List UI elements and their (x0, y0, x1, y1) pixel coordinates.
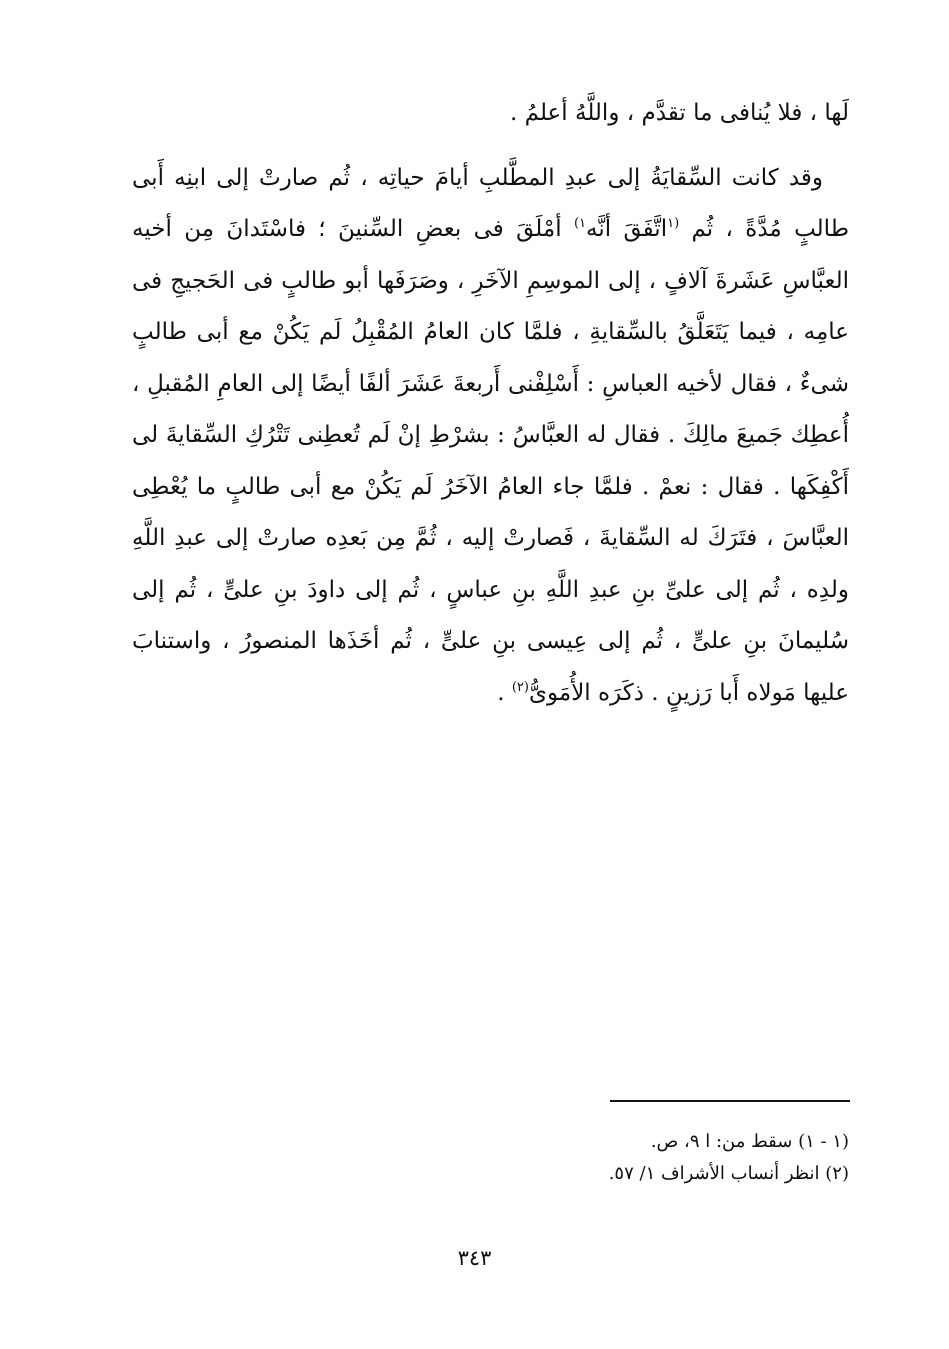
footnote-marker-1-close: ١) (573, 215, 587, 231)
main-text (132, 88, 849, 719)
paragraph-main (132, 153, 849, 720)
footnote-marker-1-open: (١ (667, 215, 680, 231)
footnotes (349, 1126, 849, 1190)
footnote-marker-2: (٢) (511, 679, 529, 695)
paragraph-opening: لَها ، فلا يُنافى ما تقدَّم ، واللَّهُ أعلمُ . (510, 100, 849, 126)
footnote-separator (610, 1100, 850, 1102)
paragraph-main-part-3: أمْلَقَ فى بعضِ السِّنينَ ؛ فاسْتَدانَ مِن أخيه العبَّاسِ عَشَرةَ آلافٍ ، إلى الموسِمِ الآخَرِ ، وصَرَفَها أبو طالبٍ فى الحَجيجِ فى عامِه ، فيما يَتَعَلَّقُ بالسِّقايةِ ، فلمَّا كان العامُ المُقْبِلُ لَم يَكُنْ مع أبى طالبٍ شىءٌ ، فقال لأخيه العباسِ : أَسْلِفْنى أَربعةَ عَشَرَ ألفًا أيضًا إلى العامِ المُقبلِ ، أُعطِك جَميعَ مالِكَ . فقال له العبَّاسُ : بشرْطِ إنْ لَم تُعطِنى تَتْرُكِ السِّقايةَ لى أَكْفِكَها . فقال : نعمْ . فلمَّا جاء العامُ الآخَرُ لَم يَكُنْ مع أبى طالبٍ ما يُعْطِى العبَّاسَ ، فتَرَكَ له السِّقايةَ ، فَصارتْ إليه ، ثُمَّ مِن بَعدِه صارتْ إلى عبدِ اللَّهِ ولدِه ، ثُم إلى علىِّ بنِ عبدِ اللَّهِ بنِ عباسٍ ، ثُم إلى داودَ بنِ علىٍّ ، ثُم إلى سُليمانَ بنِ علىٍّ ، ثُم إلى عِيسى بنِ علىٍّ ، ثُم أخَذَها المنصورُ ، واستنابَ عليها مَولاه أَبا رَزينٍ . ذكَرَه الأُمَوىُّ (132, 216, 849, 706)
page-number: ٣٤٣ (457, 1246, 492, 1270)
paragraph-main-part-1: وقد كانت السِّقايَةُ إلى عبدِ المطَّلبِ أيامَ حياتِه ، ثُم صارتْ إلى ابنِه أَبى طالبٍ مُدَّةً ، ثُم (132, 164, 849, 242)
paragraph-main-end: . (497, 679, 505, 706)
footnote-2: (٢) انظر أنساب الأشراف ١/ ٥٧. (608, 1163, 849, 1184)
footnote-1: (١ - ١) سقط من: ا ٩، ص. (650, 1131, 849, 1152)
paragraph-main-part-2: اتَّفَقَ أنَّه (586, 216, 668, 242)
